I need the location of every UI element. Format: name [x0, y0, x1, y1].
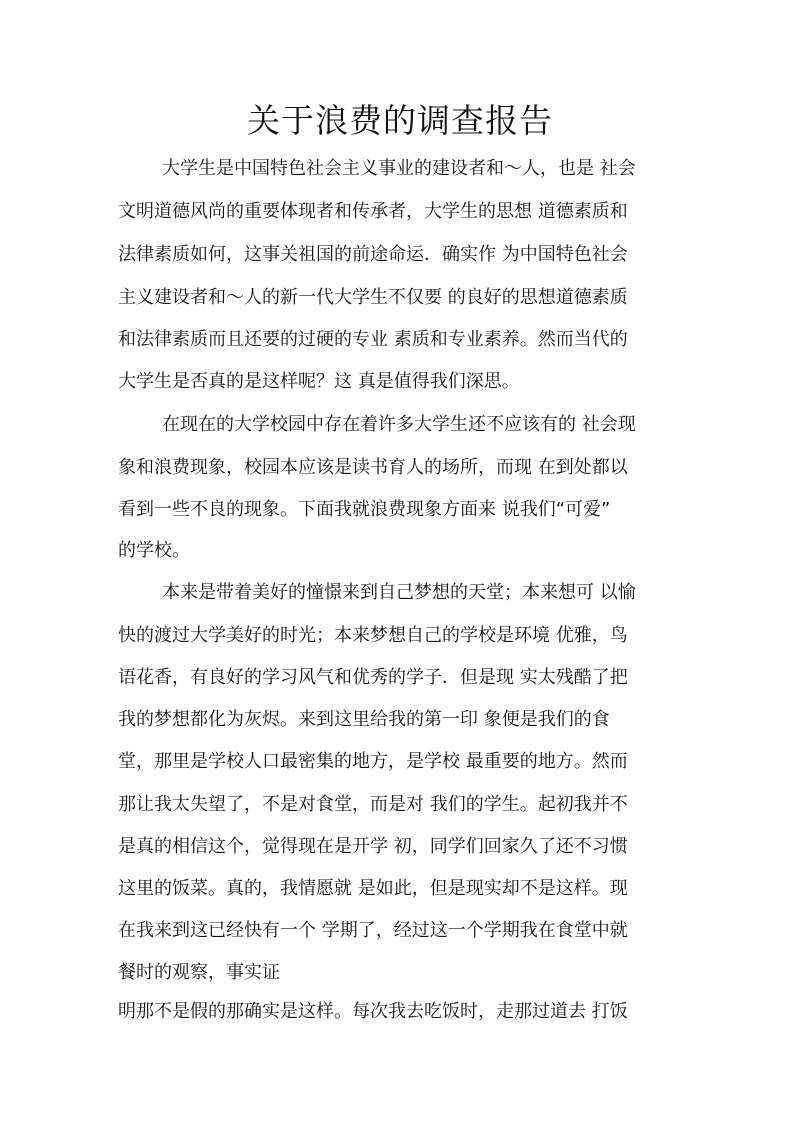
paragraph-line: 看到一些不良的现象。下面我就浪费现象方面来 说我们“可爱” [118, 499, 611, 520]
paragraph-line: 文明道德风尚的重要体现者和传承者，大学生的思想 道德素质和 [118, 201, 628, 222]
paragraph-line: 在我来到这已经快有一个 学期了，经过这一个学期我在食堂中就 [118, 920, 628, 941]
paragraph-line: 大学生是中国特色社会主义事业的建设者和～人，也是 社会 [162, 158, 636, 179]
paragraph-line: 我的梦想都化为灰烬。来到这里给我的第一印 象便是我们的食 [118, 709, 610, 730]
paragraph-line: 在现在的大学校园中存在着许多大学生还不应该有的 社会现 [162, 414, 636, 435]
paragraph-line: 象和浪费现象，校园本应该是读书育人的场所，而现 在到处都以 [118, 457, 628, 478]
paragraph-line: 是真的相信这个，觉得现在是开学 初，同学们回家久了还不习惯 [118, 836, 628, 857]
paragraph-line: 堂，那里是学校人口最密集的地方，是学校 最重要的地方。然而 [118, 751, 628, 772]
paragraph-line: 那让我太失望了，不是对食堂，而是对 我们的学生。起初我并不 [118, 794, 628, 815]
paragraph-line: 本来是带着美好的憧憬来到自己梦想的天堂；本来想可 以愉 [162, 582, 636, 603]
paragraph-line: 法律素质如何，这事关祖国的前途命运．确实作 为中国特色社会 [118, 244, 628, 265]
paragraph-line: 和法律素质而且还要的过硬的专业 素质和专业素养。然而当代的 [118, 329, 628, 350]
paragraph-line: 这里的饭菜。真的，我情愿就 是如此，但是现实却不是这样。现 [118, 878, 628, 899]
paragraph-line: 餐时的观察，事实证 [118, 962, 280, 983]
paragraph-line: 的学校。 [118, 540, 190, 561]
paragraph-line: 快的渡过大学美好的时光；本来梦想自己的学校是环境 优雅，鸟 [118, 625, 628, 646]
paragraph-line: 明那不是假的那确实是这样。每次我去吃饭时，走那过道去 打饭 [118, 1001, 628, 1022]
paragraph-line: 主义建设者和～人的新一代大学生不仅要 的良好的思想道德素质 [118, 287, 628, 308]
paragraph-line: 大学生是否真的是这样呢？这 真是值得我们深思。 [118, 371, 520, 392]
document-title: 关于浪费的调查报告 [247, 101, 553, 140]
paragraph-line: 语花香，有良好的学习风气和优秀的学子．但是现 实太残酷了把 [118, 667, 628, 688]
